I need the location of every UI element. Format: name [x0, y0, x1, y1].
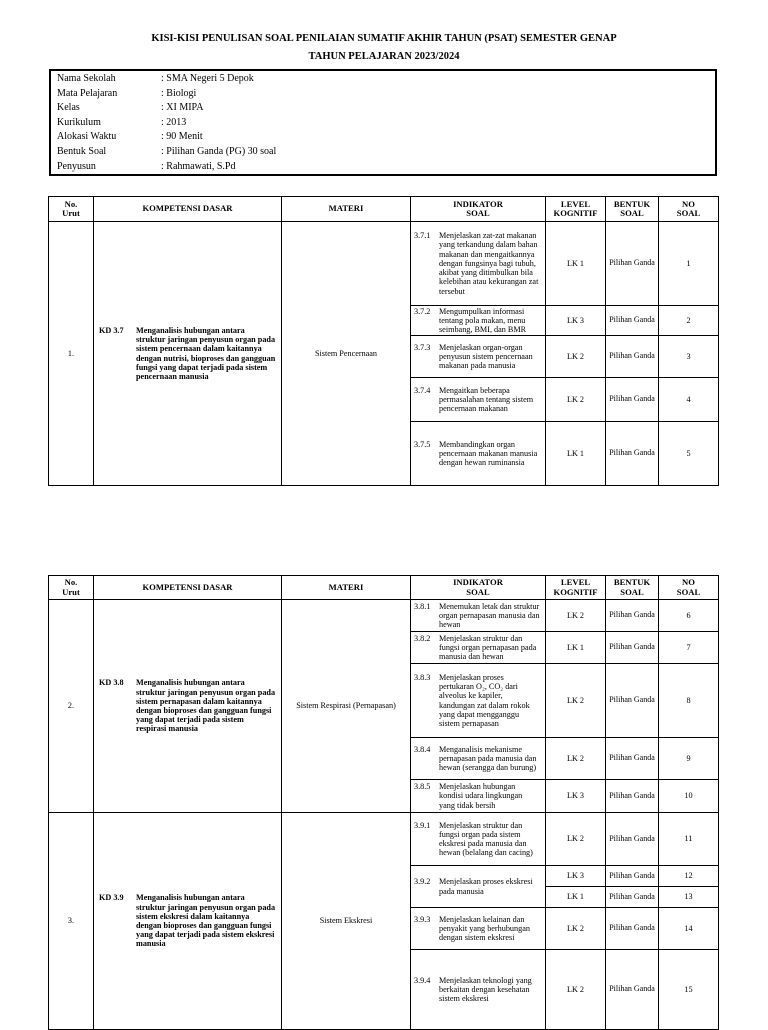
col-indikator: INDIKATOR SOAL: [411, 576, 546, 600]
table-row: [49, 813, 719, 866]
indikator-cell: 3.7.4 Mengaitkan beberapa permasalahan tentang sistem pencernaan makanan: [411, 378, 546, 422]
indikator-cell: 3.9.3 Menjelaskan kelainan dan penyakit yang berhubungan dengan sistem ekskresi: [411, 908, 546, 950]
level-cell: LK 3: [546, 306, 606, 336]
level-cell: LK 2: [546, 664, 606, 738]
table-row: [49, 222, 719, 306]
level-cell: LK 2: [546, 600, 606, 632]
level-cell: LK 2: [546, 378, 606, 422]
info-row-format: [57, 145, 709, 160]
no-soal-cell: 15: [659, 950, 719, 1030]
col-level: LEVEL KOGNITIF: [546, 197, 606, 222]
info-value: : 90 Menit: [161, 131, 203, 143]
no-soal-cell: 5: [659, 422, 719, 486]
materi-cell: Sistem Respirasi (Pernapasan): [282, 600, 411, 813]
info-label: Kurikulum: [57, 116, 101, 128]
document-title: KISI-KISI PENULISAN SOAL PENILAIAN SUMATIF AKHIR TAHUN (PSAT) SEMESTER GENAP: [151, 33, 617, 44]
indikator-cell: 3.9.4 Menjelaskan teknologi yang berkaitan dengan kesehatan sistem ekskresi: [411, 950, 546, 1030]
indikator-cell: 3.8.1 Menemukan letak dan struktur organ pernapasan manusia dan hewan: [411, 600, 546, 632]
col-bentuk: BENTUK SOAL: [606, 197, 659, 222]
info-row-subject: [57, 87, 709, 102]
info-value: : SMA Negeri 5 Depok: [161, 73, 254, 84]
col-materi: MATERI: [282, 576, 411, 600]
info-row-curriculum: [57, 116, 709, 131]
col-bentuk: BENTUK SOAL: [606, 576, 659, 600]
bentuk-cell: Pilihan Ganda: [606, 632, 659, 664]
no-soal-cell: 2: [659, 306, 719, 336]
info-label: Bentuk Soal: [57, 145, 107, 157]
info-value: : Biologi: [161, 87, 197, 99]
info-label: Alokasi Waktu: [57, 131, 117, 143]
materi-cell: Sistem Pencernaan: [282, 222, 411, 486]
no-soal-cell: 3: [659, 336, 719, 378]
col-kompetensi-dasar: KOMPETENSI DASAR: [94, 197, 282, 222]
bentuk-cell: Pilihan Ganda: [606, 306, 659, 336]
indikator-cell: 3.7.5 Membandingkan organ pencernaan makanan manusia dengan hewan ruminansia: [411, 422, 546, 486]
no-soal-cell: 10: [659, 780, 719, 813]
level-cell: LK 1: [546, 422, 606, 486]
info-row-time: [57, 130, 709, 145]
info-label: Penyusun: [57, 160, 96, 172]
indikator-cell: 3.9.2 Menjelaskan proses ekskresi pada manusia: [411, 866, 546, 908]
table-header-row: [49, 576, 719, 600]
bentuk-cell: Pilihan Ganda: [606, 887, 659, 908]
no-soal-cell: 9: [659, 738, 719, 780]
bentuk-cell: Pilihan Ganda: [606, 378, 659, 422]
bentuk-cell: Pilihan Ganda: [606, 600, 659, 632]
no-soal-cell: 11: [659, 813, 719, 866]
col-materi: MATERI: [282, 197, 411, 222]
bentuk-cell: Pilihan Ganda: [606, 422, 659, 486]
info-label: Mata Pelajaran: [57, 87, 118, 99]
info-label: Kelas: [57, 102, 80, 114]
col-level: LEVEL KOGNITIF: [546, 576, 606, 600]
bentuk-cell: Pilihan Ganda: [606, 780, 659, 813]
bentuk-cell: Pilihan Ganda: [606, 866, 659, 887]
kisi-table-2: [48, 575, 719, 1030]
info-row-school: [57, 72, 709, 87]
level-cell: LK 2: [546, 908, 606, 950]
info-value: : Rahmawati, S.Pd: [161, 160, 236, 172]
indikator-cell: 3.7.3 Menjelaskan organ-organ penyusun sistem pencernaan makanan pada manusia: [411, 336, 546, 378]
level-cell: LK 2: [546, 738, 606, 780]
col-no-urut: No. Urut: [49, 576, 94, 600]
indikator-cell: 3.7.2 Mengumpulkan informasi tentang pola makan, menu seimbang, BMI, dan BMR: [411, 306, 546, 336]
info-box: [49, 69, 717, 176]
bentuk-cell: Pilihan Ganda: [606, 738, 659, 780]
level-cell: LK 2: [546, 336, 606, 378]
indikator-cell: 3.7.1 Menjelaskan zat-zat makanan yang terkandung dalam bahan makanan dan mengaitkannya dengan fungsinya bagi tubuh, akibat yang ditimbulkan bila kelebihan atau kekurangan zat tersebut: [411, 222, 546, 306]
indikator-cell: 3.8.5 Menjelaskan hubungan kondisi udara lingkungan yang tidak bersih: [411, 780, 546, 813]
indikator-cell: 3.8.3 Menjelaskan proses pertukaran O₂, CO₂ dari alveolus ke kapiler, kandungan zat dalam rokok yang dapat mengganggu sistem pernapasan: [411, 664, 546, 738]
indikator-cell: 3.8.4 Menganalisis mekanisme pernapasan pada manusia dan hewan (serangga dan burung): [411, 738, 546, 780]
materi-cell: Sistem Ekskresi: [282, 813, 411, 1030]
kd-cell: KD 3.9 Menganalisis hubungan antara struktur jaringan penyusun organ pada sistem ekskresi dalam kaitannya dengan bioproses dan gangguan fungsi yang dapat terjadi pada sistem ekskresi manusia: [94, 813, 282, 1030]
bentuk-cell: Pilihan Ganda: [606, 908, 659, 950]
kd-cell: KD 3.7 Menganalisis hubungan antara struktur jaringan penyusun organ pada sistem pencernaan dalam kaitannya dengan nutrisi, bioproses dan gangguan fungsi yang dapat terjadi pada sistem pencernaan manusia: [94, 222, 282, 486]
bentuk-cell: Pilihan Ganda: [606, 813, 659, 866]
bentuk-cell: Pilihan Ganda: [606, 336, 659, 378]
document-subtitle: TAHUN PELAJARAN 2023/2024: [308, 51, 460, 62]
info-value: : XI MIPA: [161, 102, 204, 114]
bentuk-cell: Pilihan Ganda: [606, 950, 659, 1030]
level-cell: LK 3: [546, 780, 606, 813]
no-soal-cell: 8: [659, 664, 719, 738]
no-soal-cell: 1: [659, 222, 719, 306]
no-urut-cell: 2.: [49, 600, 94, 813]
col-no-soal: NO SOAL: [659, 197, 719, 222]
bentuk-cell: Pilihan Ganda: [606, 222, 659, 306]
indikator-cell: 3.8.2 Menjelaskan struktur dan fungsi organ pernapasan pada manusia dan hewan: [411, 632, 546, 664]
level-cell: LK 3: [546, 866, 606, 887]
kisi-table-1: [48, 196, 719, 486]
col-no-urut: No. Urut: [49, 197, 94, 222]
no-soal-cell: 4: [659, 378, 719, 422]
table-header-row: [49, 197, 719, 222]
no-soal-cell: 14: [659, 908, 719, 950]
no-soal-cell: 13: [659, 887, 719, 908]
col-kompetensi-dasar: KOMPETENSI DASAR: [94, 576, 282, 600]
level-cell: LK 1: [546, 887, 606, 908]
level-cell: LK 2: [546, 813, 606, 866]
col-indikator: INDIKATOR SOAL: [411, 197, 546, 222]
col-no-soal: NO SOAL: [659, 576, 719, 600]
no-soal-cell: 12: [659, 866, 719, 887]
info-value: : 2013: [161, 116, 187, 128]
bentuk-cell: Pilihan Ganda: [606, 664, 659, 738]
info-row-author: [57, 160, 709, 175]
level-cell: LK 1: [546, 632, 606, 664]
info-value: : Pilihan Ganda (PG) 30 soal: [161, 145, 277, 157]
no-urut-cell: 3.: [49, 813, 94, 1030]
no-soal-cell: 6: [659, 600, 719, 632]
no-urut-cell: 1.: [49, 222, 94, 486]
level-cell: LK 2: [546, 950, 606, 1030]
info-row-class: [57, 101, 709, 116]
level-cell: LK 1: [546, 222, 606, 306]
no-soal-cell: 7: [659, 632, 719, 664]
indikator-cell: 3.9.1 Menjelaskan struktur dan fungsi organ pada sistem ekskresi pada manusia dan hewan (belalang dan cacing): [411, 813, 546, 866]
table-row: [49, 600, 719, 632]
info-label: Nama Sekolah: [57, 73, 116, 84]
kd-cell: KD 3.8 Menganalisis hubungan antara struktur jaringan penyusun organ pada sistem pernapasan dalam kaitannya dengan bioproses dan gangguan fungsi yang dapat terjadi pada sistem respirasi manusia: [94, 600, 282, 813]
